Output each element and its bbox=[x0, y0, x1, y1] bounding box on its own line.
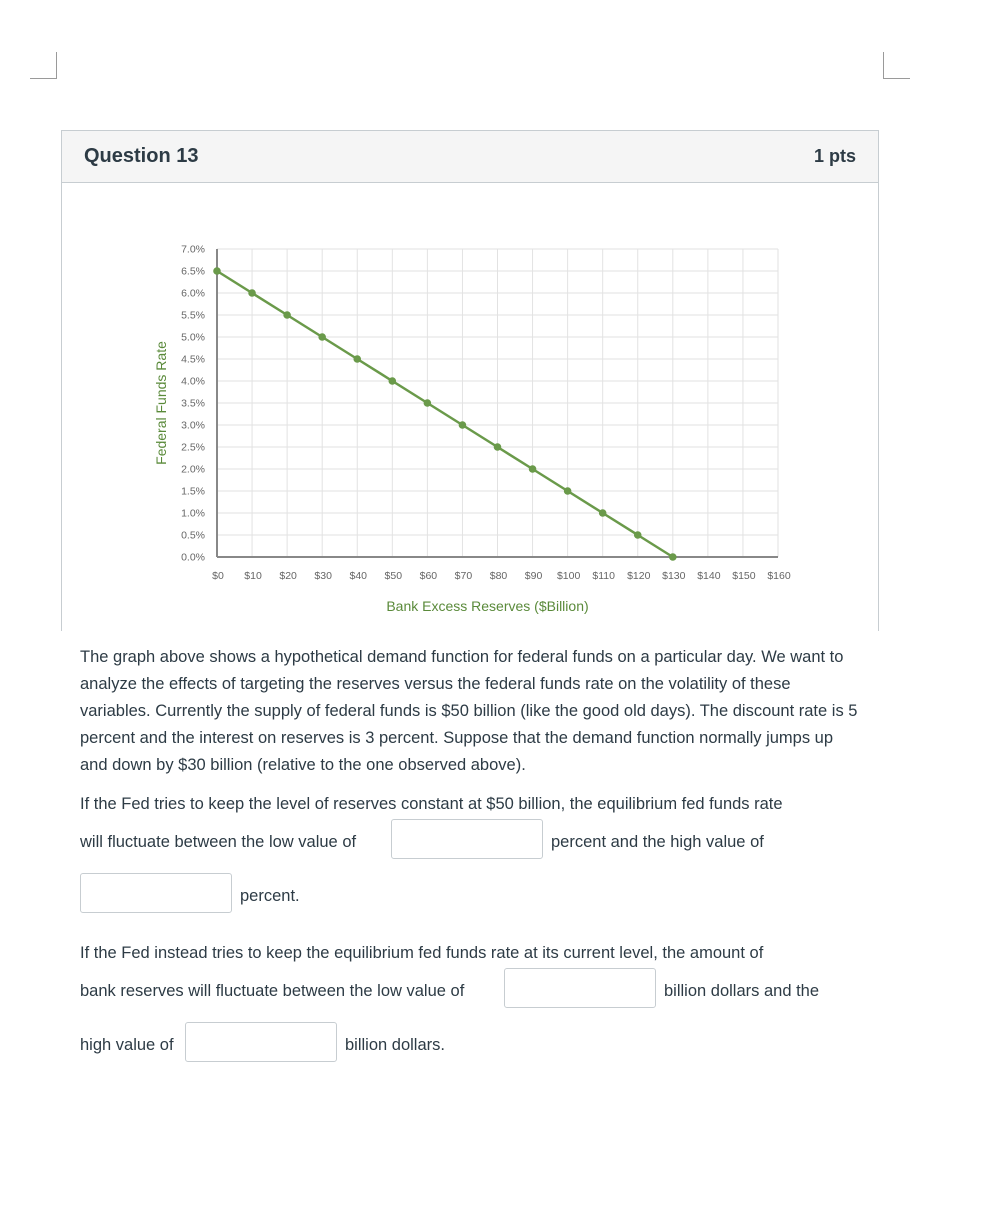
q2-text-middle: billion dollars and the bbox=[664, 982, 820, 1000]
data-point bbox=[248, 289, 256, 297]
x-tick-label: $50 bbox=[384, 570, 403, 582]
y-tick-label: 4.0% bbox=[181, 375, 205, 388]
x-tick-label: $30 bbox=[314, 570, 332, 582]
q2-text-prefix2: high value of bbox=[80, 1036, 174, 1054]
q1-text-middle: percent and the high value of bbox=[551, 833, 764, 851]
y-tick-label: 3.0% bbox=[181, 419, 205, 432]
x-tick-label: $20 bbox=[279, 570, 297, 582]
y-tick-label: 0.5% bbox=[181, 529, 205, 542]
x-tick-label: $140 bbox=[697, 570, 721, 582]
y-tick-label: 7.0% bbox=[181, 243, 205, 256]
x-tick-label: $160 bbox=[767, 570, 791, 582]
q2-text-line1: If the Fed instead tries to keep the equilibrium fed funds rate at its current level, the amount of bbox=[80, 944, 764, 962]
question-title: Question 13 bbox=[84, 145, 199, 167]
y-axis-label: Federal Funds Rate bbox=[153, 341, 169, 465]
x-tick-label: $150 bbox=[732, 570, 756, 582]
q1-low-rate-input[interactable] bbox=[391, 819, 543, 859]
question-paragraph: The graph above shows a hypothetical demand function for federal funds on a particular day. We want to analyze the effects of targeting the reserves versus the federal funds rate on the volatility of these variables. Currently the supply of federal funds is $50 billion (like the good old days). The discount rate is 5 percent and the interest on reserves is 3 percent. Suppose that the demand function normally jumps up and down by $30 billion (relative to the one observed above). bbox=[80, 648, 858, 774]
q1-text-prefix: will fluctuate between the low value of bbox=[80, 833, 357, 851]
data-point bbox=[353, 355, 361, 363]
y-tick-label: 5.5% bbox=[181, 309, 205, 322]
x-tick-label: $60 bbox=[419, 570, 438, 582]
y-tick-label: 2.5% bbox=[181, 441, 205, 454]
y-tick-label: 5.0% bbox=[181, 331, 205, 344]
q2-text-suffix: billion dollars. bbox=[345, 1036, 445, 1054]
data-point bbox=[459, 421, 467, 429]
q2-high-reserves-input[interactable] bbox=[185, 1022, 337, 1062]
q1-high-rate-input[interactable] bbox=[80, 873, 232, 913]
x-tick-label: $100 bbox=[556, 570, 581, 582]
x-tick-label: $80 bbox=[489, 570, 508, 582]
data-point bbox=[213, 267, 221, 275]
x-tick-label: $10 bbox=[244, 570, 262, 582]
y-tick-label: 2.0% bbox=[181, 463, 205, 476]
question-points: 1 pts bbox=[813, 146, 856, 166]
y-tick-label: 1.5% bbox=[181, 485, 205, 498]
data-point bbox=[389, 377, 397, 385]
data-point bbox=[283, 311, 291, 319]
data-point bbox=[564, 487, 572, 495]
y-tick-label: 1.0% bbox=[181, 507, 205, 520]
x-axis-label: Bank Excess Reserves ($Billion) bbox=[386, 598, 589, 614]
x-tick-label: $130 bbox=[662, 570, 686, 582]
x-tick-label: $90 bbox=[524, 570, 543, 582]
data-point bbox=[669, 553, 677, 561]
data-point bbox=[424, 399, 432, 407]
y-tick-label: 0.0% bbox=[181, 551, 205, 564]
x-tick-label: $110 bbox=[592, 570, 615, 582]
x-tick-label: $40 bbox=[349, 570, 368, 582]
y-tick-label: 4.5% bbox=[181, 353, 205, 366]
q2-low-reserves-input[interactable] bbox=[504, 968, 656, 1008]
q1-text-line1: If the Fed tries to keep the level of reserves constant at $50 billion, the equilibrium fed funds rate bbox=[80, 795, 783, 813]
y-tick-label: 6.5% bbox=[181, 265, 205, 278]
y-tick-label: 3.5% bbox=[181, 397, 205, 410]
q2-text-prefix: bank reserves will fluctuate between the low value of bbox=[80, 982, 465, 1000]
data-point bbox=[529, 465, 537, 473]
data-point bbox=[318, 333, 326, 341]
x-tick-label: $120 bbox=[627, 570, 651, 582]
data-point bbox=[494, 443, 502, 451]
data-point bbox=[599, 509, 607, 517]
y-tick-label: 6.0% bbox=[181, 287, 205, 300]
data-point bbox=[634, 531, 642, 539]
x-tick-label: $0 bbox=[212, 570, 224, 582]
x-tick-label: $70 bbox=[454, 570, 473, 582]
q1-text-suffix: percent. bbox=[240, 887, 300, 905]
